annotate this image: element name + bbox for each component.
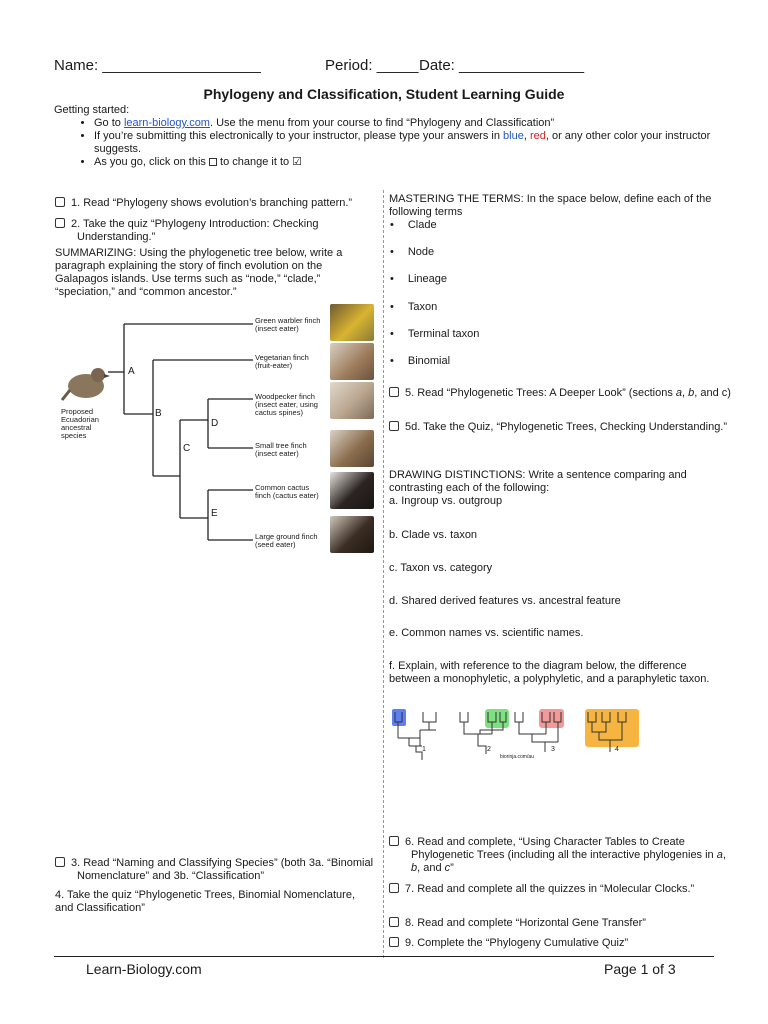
node-d-label: D xyxy=(211,418,219,429)
distinction-d: d. Shared derived features vs. ancestral feature xyxy=(389,595,621,607)
drawing-distinctions-prompt xyxy=(389,469,714,508)
gs-b2-comma: , xyxy=(523,130,530,142)
species-label: Green warbler finch (insect eater) xyxy=(255,316,321,333)
name-field-label: Name: ___________________ xyxy=(54,57,261,74)
task-9-checkbox[interactable] xyxy=(389,937,399,947)
task-4-text: 4. Take the quiz “Phylogenetic Trees, Binomial Nomenclature, and Classification” xyxy=(55,889,356,914)
task-6-sep-1: , xyxy=(722,849,726,861)
learn-biology-link[interactable]: learn-biology.com xyxy=(123,117,210,129)
task-5-checkbox[interactable] xyxy=(389,387,399,397)
page-title: Phylogeny and Classification, Student Learning Guide xyxy=(203,86,565,102)
term-taxon: • Taxon xyxy=(390,301,437,313)
task-5-text: 5. Read “Phylogenetic Trees: A Deeper Look” (sections xyxy=(405,387,676,399)
distinction-f: f. Explain, with reference to the diagram below, the difference between a monophyletic, a polyphyletic, and a paraphyletic taxon. xyxy=(389,660,710,685)
task-9-item xyxy=(389,937,736,950)
checked-box-icon: ☑ xyxy=(292,156,303,168)
task-5d-checkbox[interactable] xyxy=(389,421,399,431)
species-label: Common cactus finch (cactus eater) xyxy=(255,483,319,500)
task-9-text: 9. Complete the “Phylogeny Cumulative Quiz” xyxy=(405,937,629,949)
common-cactus-finch-image xyxy=(330,472,374,509)
term-lineage: • Lineage xyxy=(390,273,447,285)
task-3-item xyxy=(55,857,392,883)
period-field-label: Period: _____ xyxy=(325,57,419,74)
task-8-item xyxy=(389,917,736,930)
diagram-credit: biorinja.com/au xyxy=(500,754,534,760)
task-6-text: 6. Read and complete, “Using Character Tables to Create Phylogenetic Trees (including all the interactive phylogenies in xyxy=(405,836,717,861)
task-5d-item xyxy=(389,421,736,434)
task-5-item xyxy=(389,387,736,400)
task-5-end: , and c) xyxy=(694,387,731,399)
task-3-text: 3. Read “Naming and Classifying Species” (both 3a. “Binomial Nomenclature” and 3b. “Classification” xyxy=(71,857,374,882)
species-label: Large ground finch (seed eater) xyxy=(255,532,318,549)
date-field-label: Date: _______________ xyxy=(419,57,585,74)
task-1-text: 1. Read “Phylogeny shows evolution’s branching pattern.” xyxy=(71,197,353,209)
task-5-b: b xyxy=(688,387,695,399)
species-label: Vegetarian finch (fruit-eater) xyxy=(255,353,309,370)
task-2-checkbox[interactable] xyxy=(55,218,65,228)
species-label: Woodpecker finch (insect eater, using cactus spines) xyxy=(255,392,318,417)
term-terminal-taxon: • Terminal taxon xyxy=(390,328,479,340)
gs-b2-pre: If you’re submitting this electronically to your instructor, please type your answers in xyxy=(94,130,504,142)
gs-bullet-3 xyxy=(94,156,714,169)
blue-word: blue xyxy=(503,130,524,142)
node-e-label: E xyxy=(211,508,218,519)
green-warbler-finch-image xyxy=(330,304,374,341)
gs-b1-post: . Use the menu from your course to find “Phylogeny and Classification” xyxy=(209,117,555,129)
term-clade: • Clade xyxy=(390,219,437,231)
summarizing-prompt: SUMMARIZING: Using the phylogenetic tree below, write a paragraph explaining the story of finch evolution on the Galapagos islands. Use terms such as “node,” “clade,” “speciation,” and “common ancestor.” xyxy=(55,247,343,298)
gs-b3-pre: As you go, click on this xyxy=(94,156,209,168)
diagram-label-3: 3 xyxy=(551,746,555,753)
gs-bullet-1 xyxy=(94,117,714,130)
checkbox-icon xyxy=(209,158,217,166)
task-2-text: 2. Take the quiz “Phylogeny Introduction: Checking Understanding.” xyxy=(71,218,319,243)
task-5-sep-1: , xyxy=(682,387,689,399)
mastering-prompt: MASTERING THE TERMS: In the space below, define each of the following terms xyxy=(389,193,712,218)
footer-site: Learn-Biology.com xyxy=(86,961,202,977)
task-6-sep-2: , and xyxy=(417,862,445,874)
task-3-checkbox[interactable] xyxy=(55,857,65,867)
getting-started-heading: Getting started: xyxy=(54,104,130,116)
task-6-a: a xyxy=(716,849,723,861)
ancestor-label: Proposed Ecuadorian ancestral species xyxy=(61,407,99,440)
large-ground-finch-image xyxy=(330,516,374,553)
task-1-item xyxy=(55,197,392,210)
diagram-label-2: 2 xyxy=(487,746,491,753)
drawing-prompt-text: DRAWING DISTINCTIONS: Write a sentence comparing and contrasting each of the following: xyxy=(389,469,687,494)
red-word: red xyxy=(529,130,546,142)
task-7-checkbox[interactable] xyxy=(389,883,399,893)
task-6-c: c xyxy=(444,862,451,874)
task-6-item xyxy=(389,836,736,875)
task-7-text: 7. Read and complete all the quizzes in “Molecular Clocks.” xyxy=(405,883,695,895)
taxon-types-diagram xyxy=(388,706,648,768)
distinction-c: c. Taxon vs. category xyxy=(389,562,493,574)
node-b-label: B xyxy=(155,408,162,419)
term-node: • Node xyxy=(390,246,434,258)
gs-b3-mid: to change it to xyxy=(216,156,293,168)
task-5-a: a xyxy=(675,387,682,399)
woodpecker-finch-image xyxy=(330,382,374,419)
distinction-b: b. Clade vs. taxon xyxy=(389,529,478,541)
column-divider xyxy=(383,190,384,958)
footer-rule xyxy=(54,956,714,957)
finch-phylogenetic-tree xyxy=(58,300,378,562)
task-7-item xyxy=(389,883,736,896)
getting-started-section xyxy=(54,104,714,169)
vegetarian-finch-image xyxy=(330,343,374,380)
term-binomial: • Binomial xyxy=(390,355,450,367)
diagram-label-1: 1 xyxy=(422,746,426,753)
diagram-label-4: 4 xyxy=(615,746,619,753)
species-label: Small tree finch (insect eater) xyxy=(255,441,307,458)
node-a-label: A xyxy=(128,366,135,377)
task-6-checkbox[interactable] xyxy=(389,836,399,846)
distinction-a: a. Ingroup vs. outgroup xyxy=(389,495,503,507)
node-c-label: C xyxy=(183,443,191,454)
gs-b1-pre: Go to xyxy=(94,117,124,129)
task-2-item xyxy=(55,218,392,244)
task-6-b: b xyxy=(411,862,418,874)
task-6-end: ” xyxy=(450,862,454,874)
task-8-text: 8. Read and complete “Horizontal Gene Transfer” xyxy=(405,917,646,929)
gs-bullet-2 xyxy=(94,130,714,156)
small-tree-finch-image xyxy=(330,430,374,467)
ancestor-finch-image xyxy=(60,360,110,404)
gs-b2-post: , or any other color your instructor suggests. xyxy=(94,130,711,155)
distinction-e: e. Common names vs. scientific names. xyxy=(389,627,584,639)
footer-page-number: Page 1 of 3 xyxy=(604,961,676,977)
task-8-checkbox[interactable] xyxy=(389,917,399,927)
task-5d-text: 5d. Take the Quiz, “Phylogenetic Trees, Checking Understanding.” xyxy=(405,421,728,433)
task-1-checkbox[interactable] xyxy=(55,197,65,207)
